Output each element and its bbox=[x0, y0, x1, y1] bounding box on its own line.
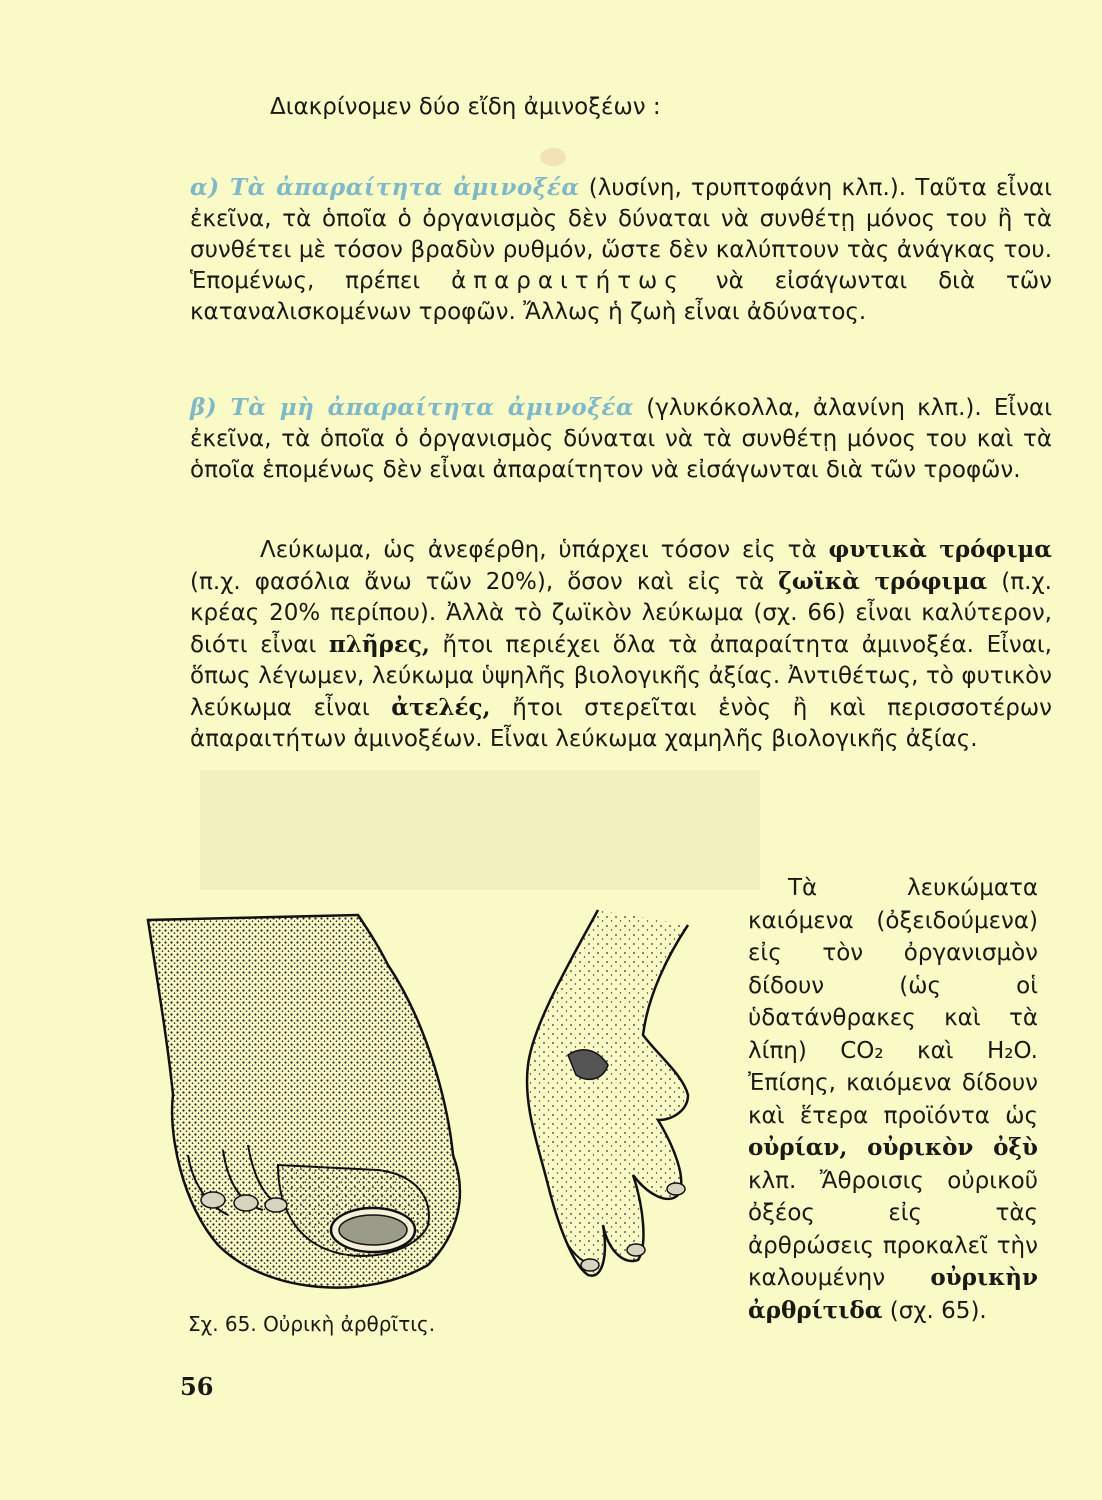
para-c-bold-incomplete: ἀτελές, bbox=[391, 694, 491, 721]
para-c-bold-complete: πλῆρες, bbox=[328, 631, 430, 658]
para-a-text-1: (λυσίνη, τρυπτοφάνη κλπ.). Ταῦτα εἶναι ἐκεῖνα, τὰ ὁποῖα ὁ ὀργανισμὸς δὲν δύναται νὰ συνθέτῃ μόνος του ἢ τὰ συνθέτει μὲ τόσον βραδὺν ρυθμόν, ὥστε δὲν καλύπτουν τὰς ἀνάγκας του. Ἑπομένως, πρέπει bbox=[190, 175, 1053, 294]
page-number: 56 bbox=[180, 1372, 214, 1401]
para-a-spaced-word: ἀπαραιτήτως bbox=[451, 268, 685, 294]
para-c-bold-plant-foods: φυτικὰ τρόφιμα bbox=[828, 536, 1052, 563]
paragraph-essential-amino-acids bbox=[190, 172, 1052, 328]
heading-nonessential: β) Τὰ μὴ ἀπαραίτητα ἀμινοξέα bbox=[190, 394, 635, 421]
para-c-t1: Λεύκωμα, ὡς ἀνεφέρθη, ὑπάρχει τόσον εἰς τὰ bbox=[260, 537, 829, 563]
side-t1: Τὰ λευκώματα καιόμενα (ὀξειδούμενα) εἰς τὸν ὀργανισμὸν δίδουν (ὡς οἱ ὑδατάνθρακες καὶ τὰ λίπη) CO₂ καὶ H₂O. Ἐπίσης, καιόμενα δίδουν καὶ ἕτερα προϊόντα ὡς bbox=[748, 875, 1038, 1129]
side-paragraph bbox=[748, 872, 1038, 1327]
intro-line: Διακρίνομεν δύο εἴδη ἀμινοξέων : bbox=[270, 94, 661, 120]
side-bold-urea-uric: οὐρίαν, οὐρικὸν ὀξὺ bbox=[748, 1134, 1038, 1161]
paper-stain bbox=[540, 148, 566, 166]
foot-drawing bbox=[148, 915, 460, 1288]
bleed-through-shadow bbox=[200, 770, 760, 890]
side-t3: (σχ. 65). bbox=[882, 1297, 987, 1324]
para-c-t5: ἤτοι στερεῖται ἑνὸς ἢ καὶ περισσοτέρων ἀπαραιτήτων ἀμινοξέων. Εἶναι λεύκωμα χαμηλῆς βιολογικῆς ἀξίας. bbox=[190, 695, 1052, 752]
sidebar-text-uric-acid bbox=[748, 872, 1038, 1327]
side-bold-gout: οὐρικὴν ἀρθρίτιδα bbox=[748, 1264, 1038, 1324]
paragraph-nonessential-amino-acids bbox=[190, 392, 1052, 486]
para-c-t2: (π.χ. φασόλια ἄνω τῶν 20%), ὅσον καὶ εἰς τὰ bbox=[190, 569, 779, 595]
paragraph-protein-sources bbox=[190, 534, 1052, 755]
figure-caption: Σχ. 65. Οὐρικὴ ἀρθρῖτις. bbox=[188, 1312, 436, 1336]
heading-essential: α) Τὰ ἀπαραίτητα ἀμινοξέα bbox=[190, 174, 580, 201]
para-c-t4: ἤτοι περιέχει ὅλα τὰ ἀπαραίτητα ἀμινοξέα. Εἶναι, ὅπως λέγωμεν, λεύκωμα ὑψηλῆς βιολογικῆς ἀξίας. Ἀντιθέτως, τὸ φυτικὸν λεύκωμα εἶναι bbox=[190, 632, 1052, 721]
para-b-text: (γλυκόκολλα, ἀλανίνη κλπ.). Εἶναι ἐκεῖνα, τὰ ὁποῖα ὁ ὀργανισμὸς δύναται νὰ τὰ συνθέτῃ μόνος του καὶ τὰ ὁποῖα ἑπομένως δὲν εἶναι ἀπαραίτητον νὰ εἰσάγωνται διὰ τῶν τροφῶν. bbox=[190, 395, 1052, 483]
side-t2: κλπ. Ἄθροισις οὐρικοῦ ὀξέος εἰς τὰς ἀρθρώσεις προκαλεῖ τὴν καλουμένην bbox=[748, 1167, 1038, 1291]
para-a-text-2: νὰ εἰσάγωνται διὰ τῶν καταναλισκομένων τροφῶν. Ἄλλως ἡ ζωὴ εἶναι ἀδύνατος. bbox=[190, 268, 1052, 325]
gout-illustration bbox=[128, 905, 718, 1300]
para-c-bold-animal-foods: ζωϊκὰ τρόφιμα bbox=[778, 568, 988, 595]
hand-drawing bbox=[527, 910, 688, 1276]
para-c-t3: (π.χ. κρέας 20% περίπου). Ἀλλὰ τὸ ζωϊκὸν λεύκωμα (σχ. 66) εἶναι καλύτερον, διότι εἶναι bbox=[190, 569, 1052, 658]
